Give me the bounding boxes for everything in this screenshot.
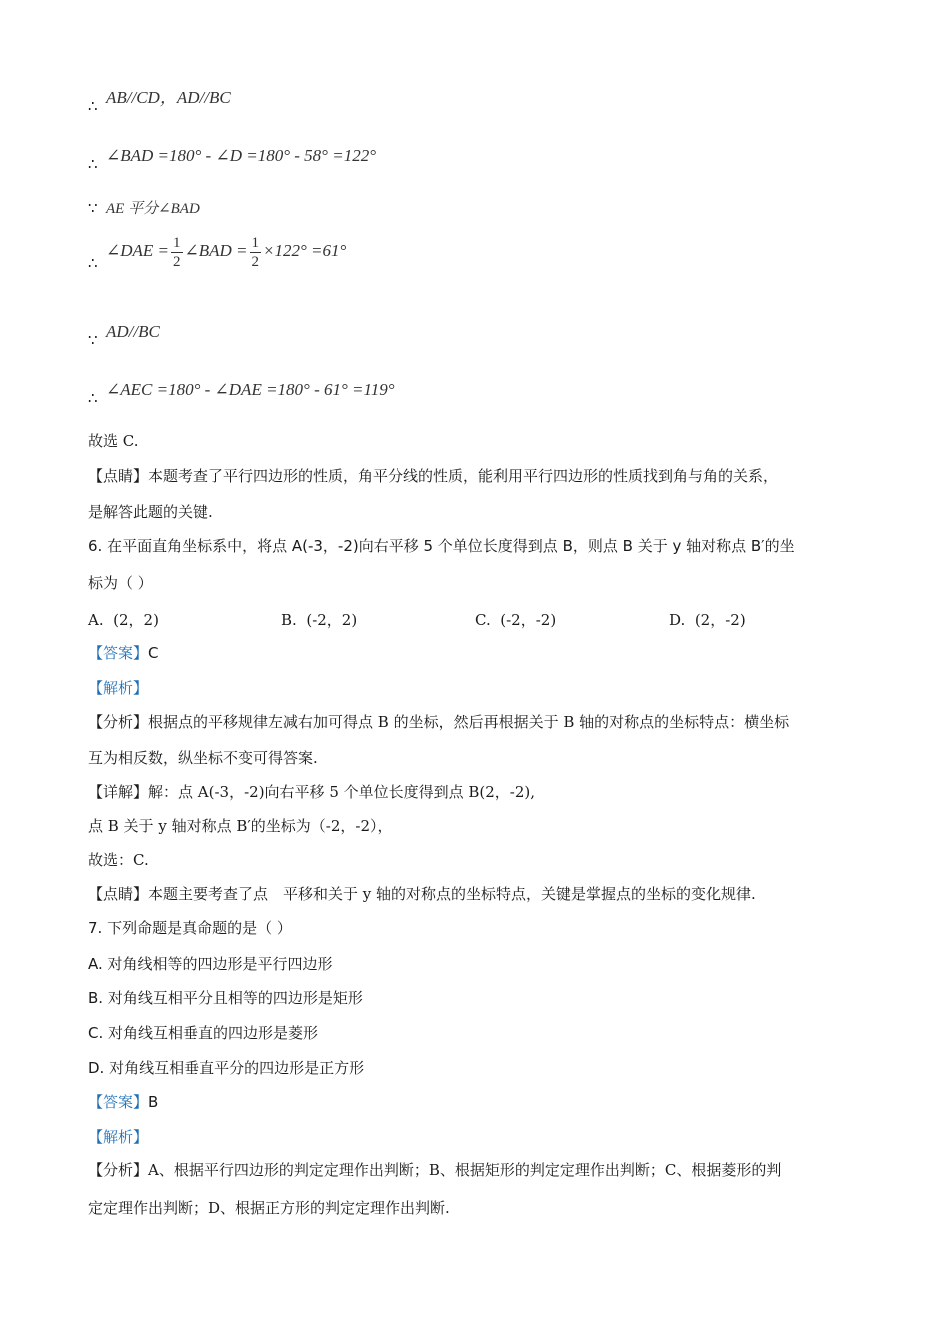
fraction-half: [171, 234, 183, 271]
step-4-lhs: ∠DAE =: [106, 241, 170, 260]
option-label: A.: [88, 611, 104, 629]
step-6: [88, 380, 395, 407]
option-label: B.: [281, 611, 297, 629]
q6-detail: [88, 782, 535, 802]
fraction-half: [250, 234, 262, 271]
step-5: [88, 322, 160, 349]
q6-stem-line-1: 6. 在平面直角坐标系中，将点 A(-3，-2)向右平移 5 个单位长度得到点 B，则点 B 关于 y 轴对称点 B′的坐: [88, 537, 795, 555]
q6-answer: [88, 643, 159, 663]
q6-option-a: [88, 609, 159, 630]
fraction-denominator: 2: [173, 253, 181, 270]
q5-comment-text-2: 是解答此题的关键.: [88, 503, 213, 521]
option-value: (-2，-2): [500, 611, 557, 629]
step-5-math: AD//BC: [106, 322, 160, 341]
q5-comment: [88, 466, 778, 486]
step-6-math: ∠AEC =180° - ∠DAE =180° - 61° =119°: [106, 380, 395, 399]
therefore-symbol: ∴: [88, 97, 98, 115]
q6-fenxi: [88, 712, 789, 732]
q7-fenxi: [88, 1160, 781, 1180]
q6-comment-text: 本题主要考查了点 平移和关于 y 轴的对称点的坐标特点，关键是掌握点的坐标的变化规律.: [148, 885, 756, 903]
because-symbol: ∵: [88, 331, 98, 349]
fenxi-tag: 【分析】: [88, 1161, 149, 1179]
step-4-mid: ∠BAD =: [184, 241, 248, 260]
step-3-text: AE 平分∠BAD: [106, 201, 200, 217]
step-4-rhs: ×122° =61°: [263, 241, 347, 260]
step-2-math: ∠BAD =180° - ∠D =180° - 58° =122°: [106, 146, 376, 165]
q7-stem: 7. 下列命题是真命题的是（ ）: [88, 919, 292, 937]
fraction-denominator: 2: [251, 253, 260, 270]
q7-option-b: B. 对角线互相平分且相等的四边形是矩形: [88, 989, 363, 1007]
detail-tag: 【详解】: [88, 783, 149, 801]
q7-option-a: A. 对角线相等的四边形是平行四边形: [88, 955, 333, 973]
q6-detail-text-3: 故选：C.: [88, 851, 149, 869]
answer-value: B: [148, 1093, 159, 1111]
q7-option-c: C. 对角线互相垂直的四边形是菱形: [88, 1024, 319, 1042]
step-3: [88, 198, 200, 219]
q7-fenxi-text-2: 定定理作出判断；D、根据正方形的判定定理作出判断.: [88, 1199, 450, 1217]
q7-analysis-tag: 【解析】: [88, 1128, 149, 1146]
q6-detail-text-1: 解：点 A(-3，-2)向右平移 5 个单位长度得到点 B(2，-2),: [148, 783, 536, 801]
q5-answer-line: 故选 C.: [88, 432, 139, 450]
option-label: C.: [475, 611, 491, 629]
fraction-numerator: 1: [251, 234, 260, 251]
q6-option-b: [281, 609, 357, 630]
option-value: (2，2): [113, 611, 159, 629]
q6-fenxi-text-2: 互为相反数，纵坐标不变可得答案.: [88, 749, 318, 767]
q6-comment: [88, 884, 756, 904]
q6-fenxi-text-1: 根据点的平移规律左减右加可得点 B 的坐标，然后再根据关于 B 轴的对称点的坐标特点：横坐标: [148, 713, 790, 731]
q6-stem-line-2: 标为（ ）: [88, 574, 153, 592]
option-label: D.: [669, 611, 686, 629]
step-1-math: AB//CD，AD//BC: [106, 88, 231, 107]
fraction-numerator: 1: [173, 234, 181, 251]
option-value: (-2，2): [306, 611, 358, 629]
fenxi-tag: 【分析】: [88, 713, 149, 731]
comment-tag: 【点睛】: [88, 467, 149, 485]
step-2: [88, 146, 376, 173]
q6-analysis-tag: 【解析】: [88, 679, 149, 697]
answer-value: C: [148, 644, 159, 662]
q5-comment-text-1: 本题考查了平行四边形的性质，角平分线的性质，能利用平行四边形的性质找到角与角的关系，: [148, 467, 779, 485]
answer-tag: 【答案】: [88, 1093, 149, 1111]
q6-option-c: [475, 609, 556, 630]
q6-detail-text-2: 点 B 关于 y 轴对称点 B′的坐标为（-2，-2），: [88, 817, 393, 835]
q7-option-d: D. 对角线互相垂直平分的四边形是正方形: [88, 1059, 365, 1077]
therefore-symbol: ∴: [88, 155, 98, 173]
step-1: [88, 88, 231, 115]
comment-tag: 【点睛】: [88, 885, 149, 903]
therefore-symbol: ∴: [88, 389, 98, 407]
q7-fenxi-text-1: A、根据平行四边形的判定定理作出判断；B、根据矩形的判定定理作出判断；C、根据菱形的判: [148, 1161, 782, 1179]
therefore-symbol: ∴: [88, 254, 98, 272]
q6-option-d: [669, 609, 746, 630]
answer-tag: 【答案】: [88, 644, 149, 662]
step-4: [88, 232, 346, 271]
option-value: (2，-2): [694, 611, 746, 629]
because-symbol: ∵: [88, 199, 98, 217]
q7-answer: [88, 1092, 158, 1112]
